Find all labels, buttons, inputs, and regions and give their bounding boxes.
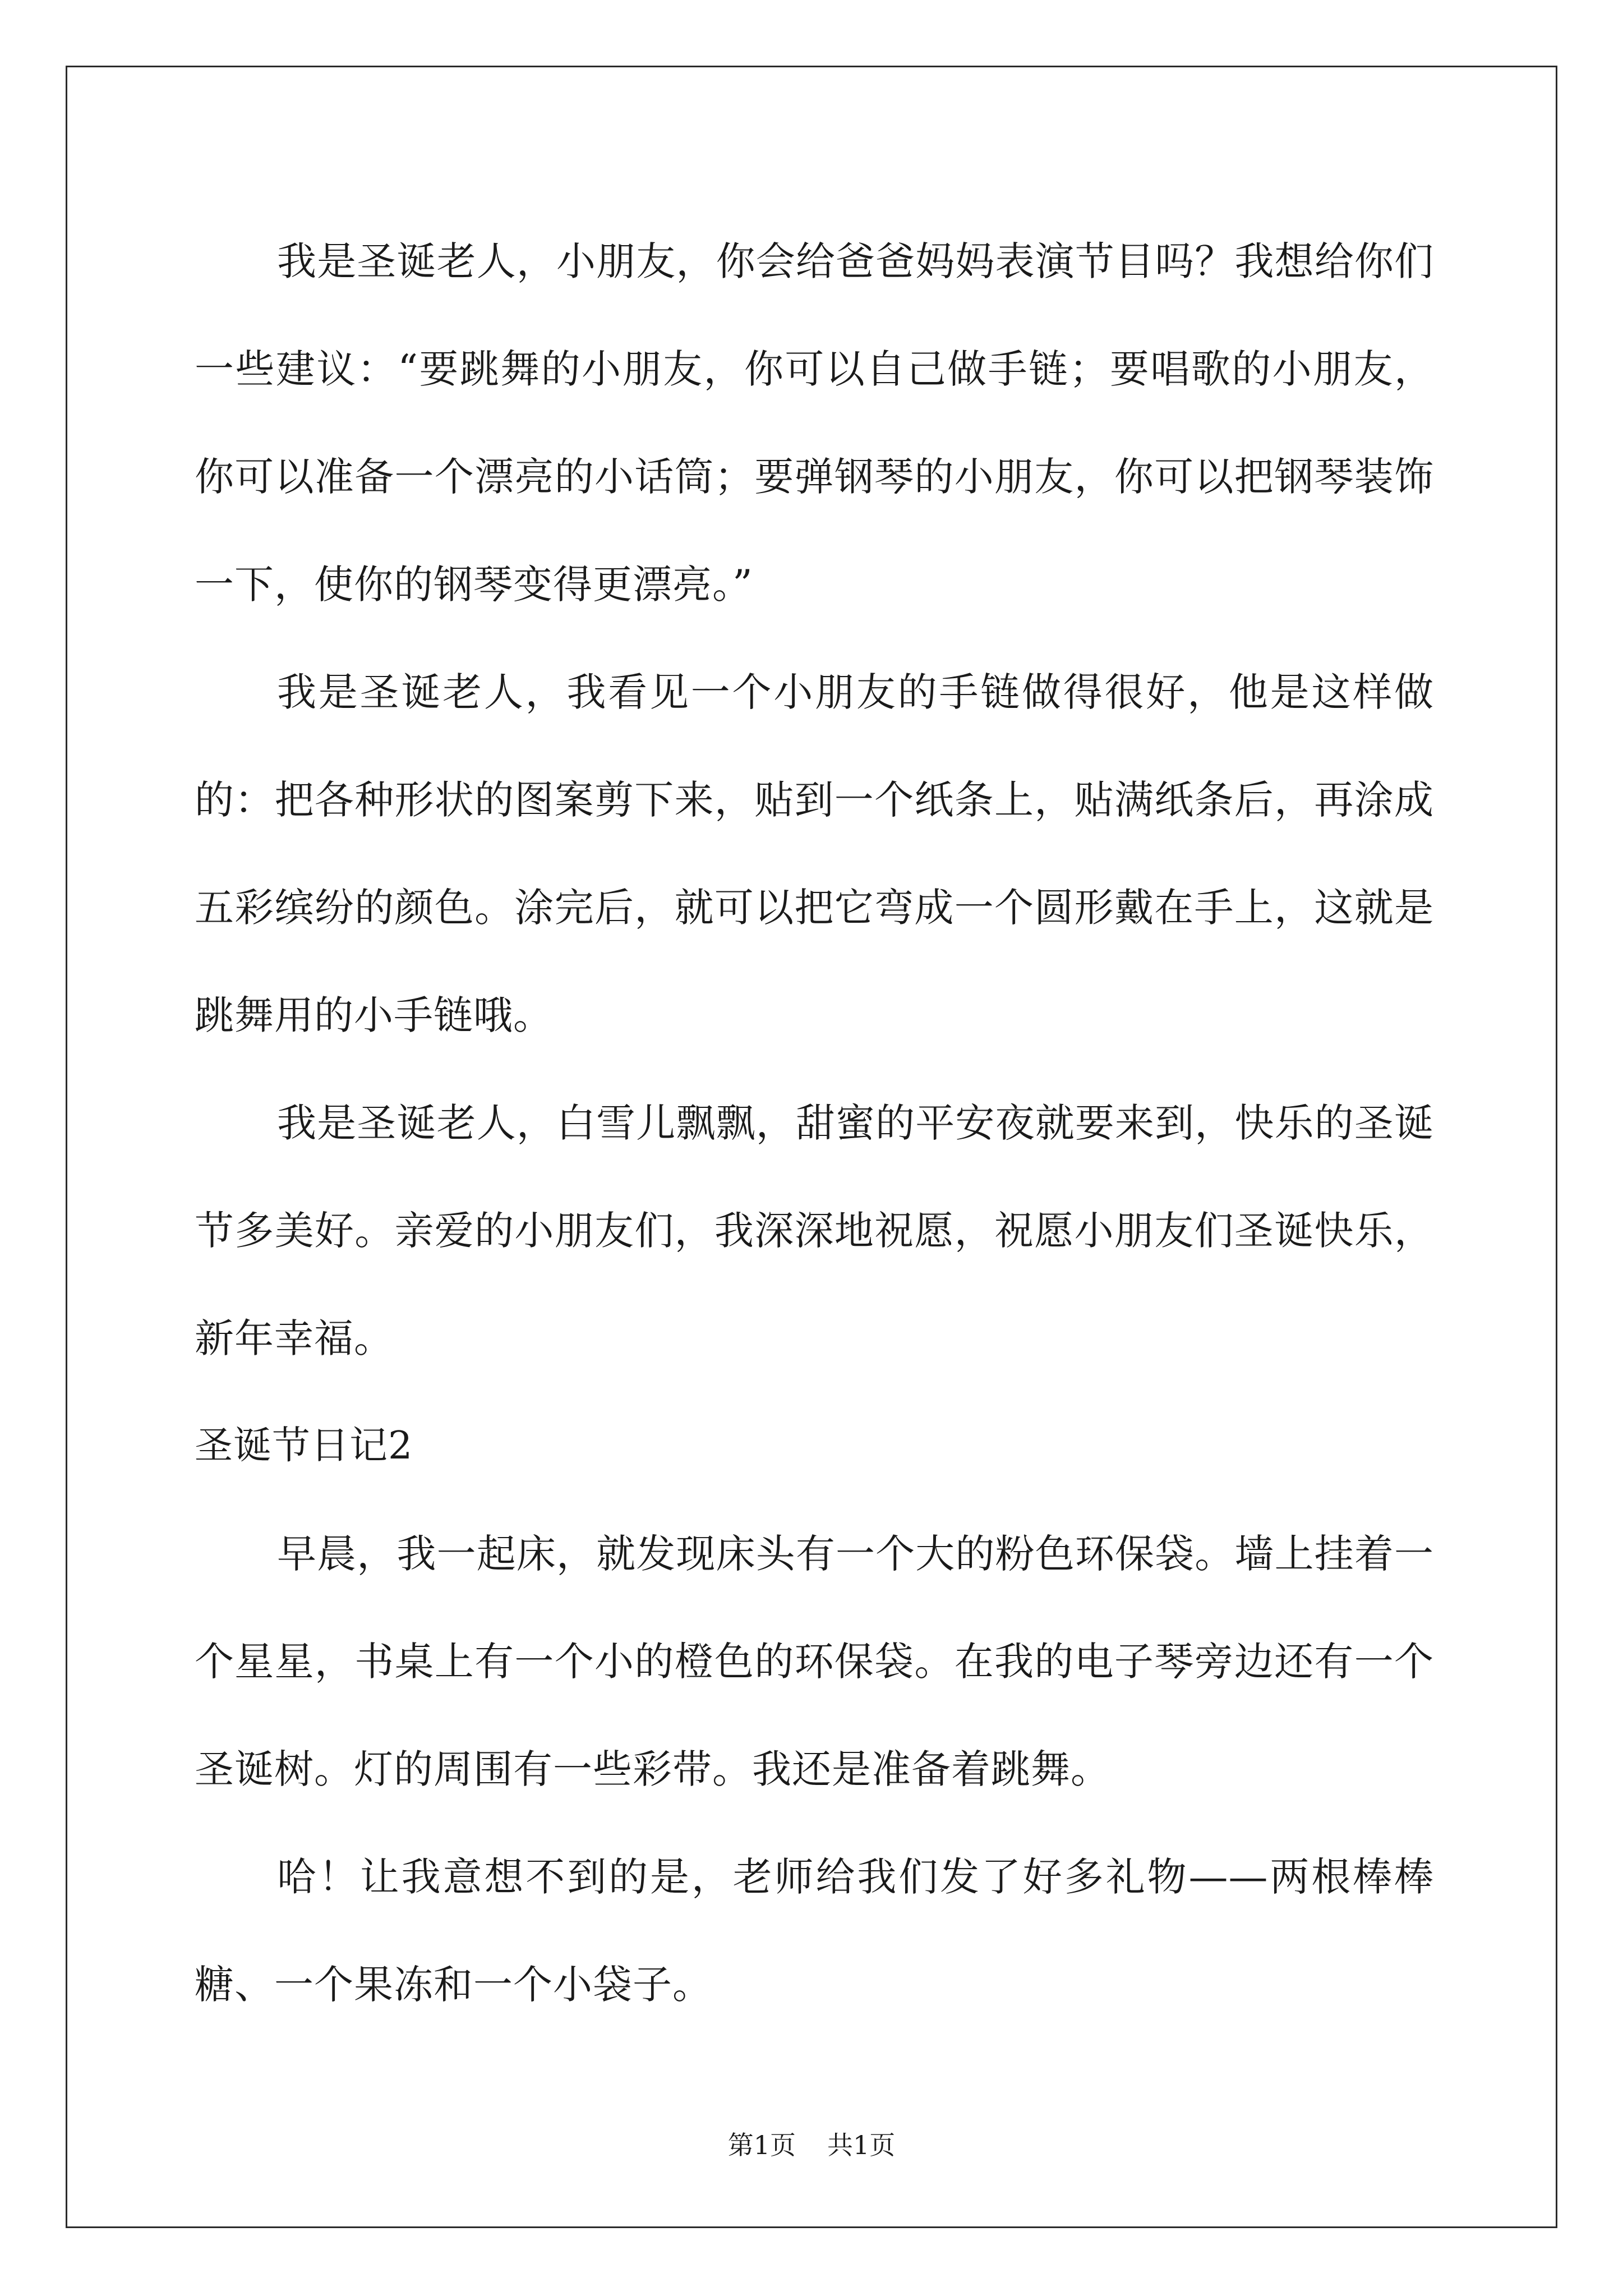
section-heading: 圣诞节日记2 <box>195 1424 413 1468</box>
paragraph: 哈！让我意想不到的是，老师给我们发了好多礼物——两根棒棒糖、一个果冻和一个小袋子。 <box>195 1854 1434 2008</box>
page-footer <box>0 2128 1623 2162</box>
paragraph: 我是圣诞老人，小朋友，你会给爸爸妈妈表演节目吗？我想给你们一些建议：“要跳舞的小朋友，你可以自己做手链；要唱歌的小朋友，你可以准备一个漂亮的小话筒；要弹钢琴的小朋友，你可以把钢琴装饰一下，使你的钢琴变得更漂亮。” <box>195 238 1434 608</box>
paragraph: 我是圣诞老人，白雪儿飘飘，甜蜜的平安夜就要来到，快乐的圣诞节多美好。亲爱的小朋友们，我深深地祝愿，祝愿小朋友们圣诞快乐，新年幸福。 <box>195 1100 1434 1361</box>
page-total: 共1页 <box>827 2130 896 2160</box>
paragraph: 早晨，我一起床，就发现床头有一个大的粉色环保袋。墙上挂着一个星星，书桌上有一个小的橙色的环保袋。在我的电子琴旁边还有一个圣诞树。灯的周围有一些彩带。我还是准备着跳舞。 <box>195 1531 1434 1792</box>
page-number: 第1页 <box>727 2130 796 2160</box>
paragraph: 我是圣诞老人，我看见一个小朋友的手链做得很好，他是这样做的：把各种形状的图案剪下来，贴到一个纸条上，贴满纸条后，再涂成五彩缤纷的颜色。涂完后，就可以把它弯成一个圆形戴在手上，这就是跳舞用的小手链哦。 <box>195 669 1434 1038</box>
document-body <box>195 208 1434 2039</box>
